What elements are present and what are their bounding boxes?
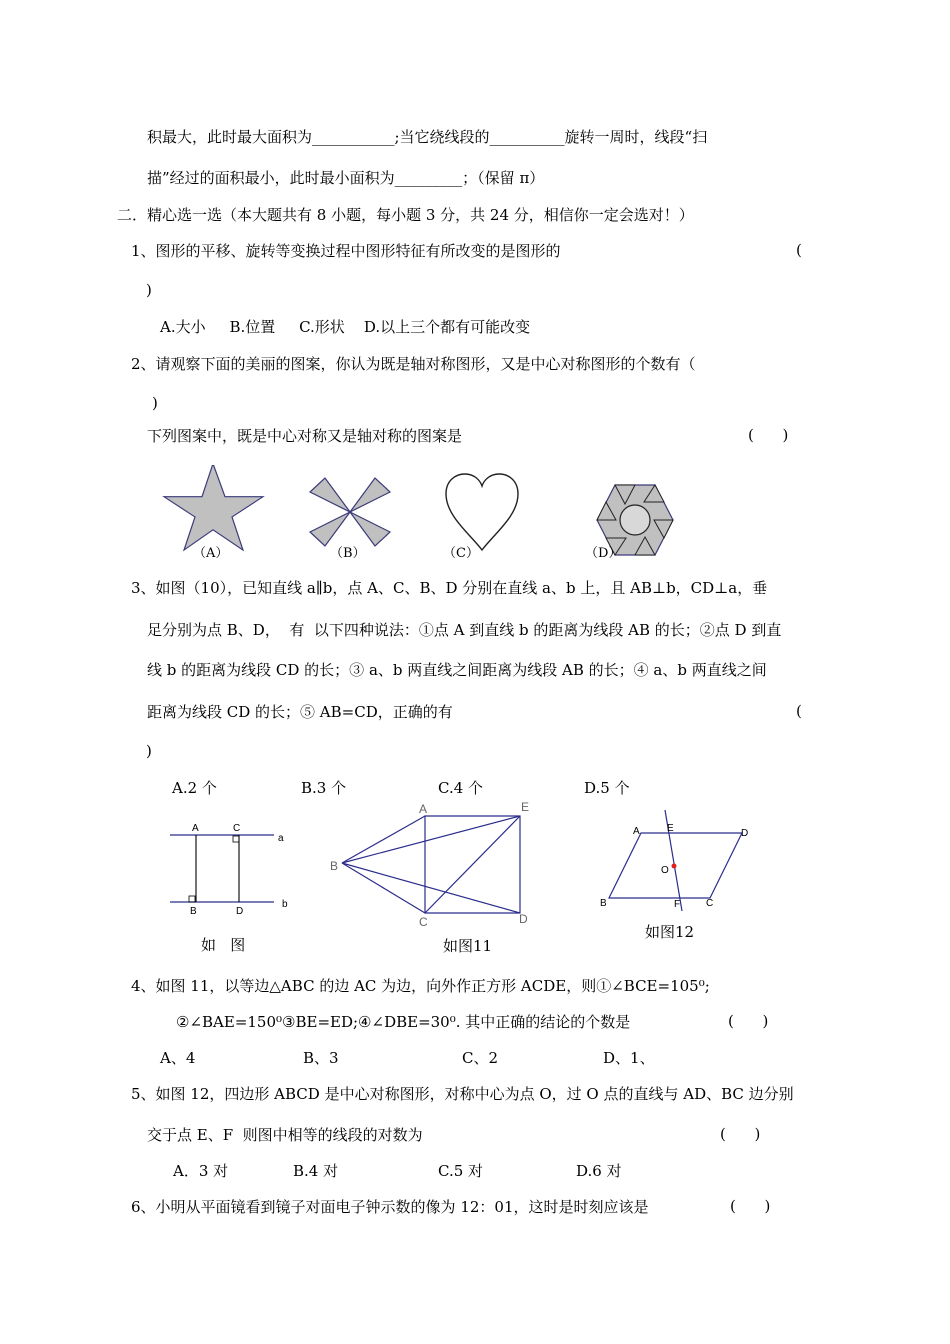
q4-answer-paren: ( ) (728, 1012, 769, 1030)
fig10-label-B: B (190, 906, 197, 917)
figure-label-c: （C） (443, 546, 479, 561)
segment-bd (342, 863, 520, 913)
fig11-label-E: E (521, 800, 530, 814)
q4-option-d: D、1、 (603, 1049, 655, 1067)
q3-option-c: C.4 个 (438, 779, 484, 797)
fig11-caption: 如图11 (443, 937, 493, 955)
q1-text: 1、图形的平移、旋转等变换过程中图形特征有所改变的是图形的 (131, 242, 561, 260)
fig10-label-b: b (282, 899, 288, 910)
q2-answer-paren: ( ) (748, 426, 789, 444)
fig12-label-O: O (661, 865, 669, 876)
q5-option-d: D.6 对 (576, 1162, 622, 1180)
q4-option-b: B、3 (303, 1049, 339, 1067)
q5-line1: 5、如图 12，四边形 ABCD 是中心对称图形，对称中心为点 O，过 O 点的直线与 AD、BC 边分别 (131, 1085, 794, 1103)
fig11-label-B: B (330, 859, 339, 873)
figure-label-d: （D） (585, 546, 622, 561)
q5-line2: 交于点 E、F 则图中相等的线段的对数为 (147, 1126, 423, 1144)
q2-text: 2、请观察下面的美丽的图案，你认为既是轴对称图形，又是中心对称图形的个数有（ (131, 355, 696, 373)
q6-text: 6、小明从平面镜看到镜子对面电子钟示数的像为 12：01，这时是时刻应该是 (131, 1198, 649, 1216)
fig10-label-a: a (278, 833, 284, 844)
q1-paren-open: ( (796, 241, 802, 259)
fig10-label-C: C (233, 823, 241, 834)
q2-paren-close: ) (152, 394, 158, 412)
figure-10 (160, 815, 300, 920)
q-prev-line1: 积最大，此时最大面积为___________;当它绕线段的__________旋转一周时，线段“扫 (147, 128, 708, 146)
fig11-label-D: D (519, 912, 528, 926)
figure-11 (325, 800, 535, 930)
fig10-label-A: A (192, 823, 199, 834)
q5-option-b: B.4 对 (293, 1162, 339, 1180)
fig12-label-C: C (706, 898, 714, 909)
center-point-o (672, 864, 677, 869)
q3-line4: 距离为线段 CD 的长；⑤ AB=CD，正确的有 (147, 703, 453, 721)
q5-answer-paren: ( ) (720, 1125, 761, 1143)
fig12-label-A: A (633, 826, 640, 837)
q4-line2: ②∠BAE=150⁰③BE=ED;④∠DBE=30⁰. 其中正确的结论的个数是 (176, 1013, 631, 1031)
fig12-label-D: D (741, 828, 749, 839)
figure-12 (595, 805, 770, 915)
q1-paren-close: ) (146, 281, 152, 299)
q4-option-c: C、2 (462, 1049, 499, 1067)
fig11-label-C: C (419, 915, 428, 929)
fig12-label-F: F (674, 899, 681, 910)
figure-label-a: （A） (193, 546, 229, 561)
fig10-caption: 如 图 (201, 936, 246, 954)
q3-option-a: A.2 个 (172, 779, 217, 797)
segment-bc (342, 863, 425, 913)
q3-paren-close: ) (146, 742, 152, 760)
q6-answer-paren: ( ) (730, 1197, 771, 1215)
q3-line1: 3、如图（10），已知直线 a∥b，点 A、C、B、D 分别在直线 a、b 上，且 AB⊥b，CD⊥a，垂 (131, 579, 768, 597)
q2-subtext: 下列图案中，既是中心对称又是轴对称的图案是 (147, 427, 463, 445)
segment-ba (342, 816, 425, 863)
q3-option-d: D.5 个 (584, 779, 630, 797)
fig12-caption: 如图12 (645, 923, 695, 941)
fig11-label-A: A (419, 802, 428, 816)
q5-option-c: C.5 对 (438, 1162, 484, 1180)
q5-option-a: A．3 对 (173, 1162, 229, 1180)
segment-ce (425, 816, 520, 913)
q3-line2: 足分别为点 B、D， 有 以下四种说法：①点 A 到直线 b 的距离为线段 AB 的长；②点 D 到直 (147, 621, 782, 639)
q1-options: A.大小 B.位置 C.形状 D.以上三个都有可能改变 (160, 318, 531, 336)
figure-label-b: （B） (330, 546, 366, 561)
fig12-label-E: E (667, 823, 674, 834)
fig12-label-B: B (600, 898, 607, 909)
section-heading: 二．精心选一选（本大题共有 8 小题，每小题 3 分，共 24 分，相信你一定会选对！） (117, 206, 694, 224)
segment-be (342, 816, 520, 863)
q-prev-line2: 描”经过的面积最小，此时最小面积为_________；（保留 π） (147, 169, 545, 187)
fig10-label-D: D (236, 906, 244, 917)
q4-line1: 4、如图 11，以等边△ABC 的边 AC 为边，向外作正方形 ACDE，则①∠BCE=105⁰; (131, 977, 710, 995)
q3-paren-open: ( (796, 702, 802, 720)
q3-option-b: B.3 个 (301, 779, 347, 797)
q4-option-a: A、4 (160, 1049, 196, 1067)
q3-line3: 线 b 的距离为线段 CD 的长；③ a、b 两直线之间距离为线段 AB 的长；④ a、b 两直线之间 (147, 661, 767, 679)
